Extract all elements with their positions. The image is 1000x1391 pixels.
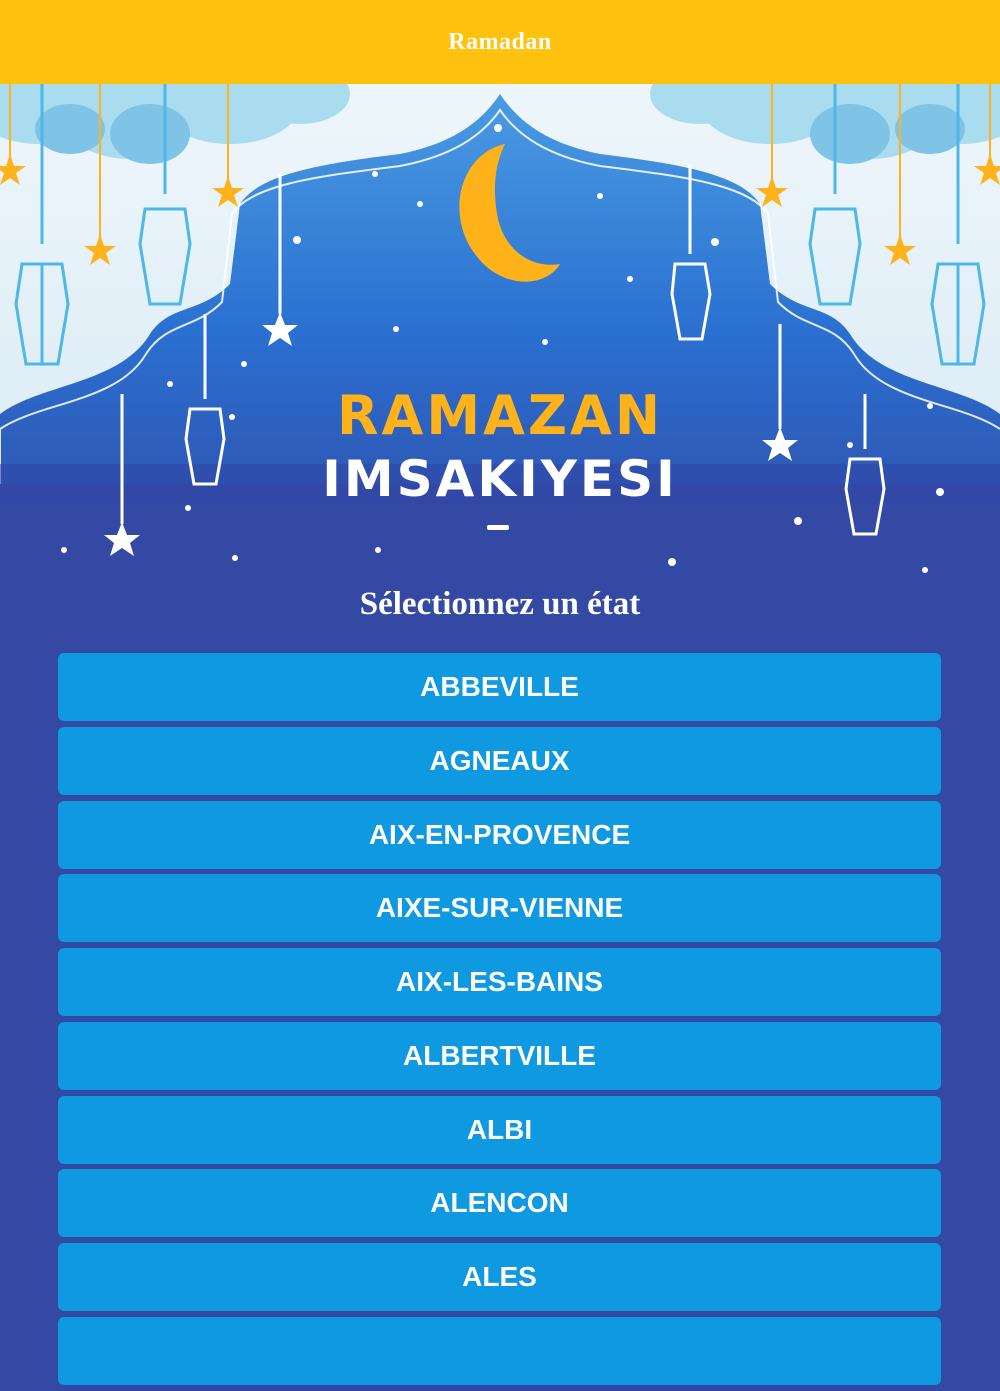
city-label: ALES xyxy=(462,1261,537,1292)
city-list xyxy=(58,653,941,1391)
banner-divider xyxy=(487,525,509,530)
city-button[interactable] xyxy=(58,1317,941,1385)
city-label: ALENCON xyxy=(430,1187,569,1219)
city-label: AGNEAUX xyxy=(429,744,570,776)
city-label: ALBI xyxy=(466,1113,533,1145)
ramadan-banner xyxy=(0,84,1000,580)
city-button[interactable] xyxy=(58,1169,941,1237)
app-header xyxy=(0,0,1000,84)
app-title: Ramadan xyxy=(448,28,552,55)
city-button[interactable] xyxy=(58,801,941,869)
banner-title: RAMAZAN xyxy=(336,384,664,447)
city-label: ALBERTVILLE xyxy=(403,1039,596,1071)
city-button[interactable] xyxy=(58,1022,941,1090)
banner-subtitle: IMSAKIYESI xyxy=(322,450,678,508)
city-label: ABBEVILLE xyxy=(420,671,579,702)
city-button[interactable] xyxy=(58,1096,941,1164)
city-button[interactable] xyxy=(58,653,941,721)
city-button[interactable] xyxy=(58,727,941,795)
city-label: AIXE-SUR-VIENNE xyxy=(375,892,624,924)
city-button[interactable] xyxy=(58,1243,941,1311)
select-state-heading: Sélectionnez un état xyxy=(359,586,641,622)
city-button[interactable] xyxy=(58,948,941,1016)
city-label: AIX-EN-PROVENCE xyxy=(368,818,631,850)
city-label: AIX-LES-BAINS xyxy=(396,966,603,997)
city-button[interactable] xyxy=(58,874,941,942)
